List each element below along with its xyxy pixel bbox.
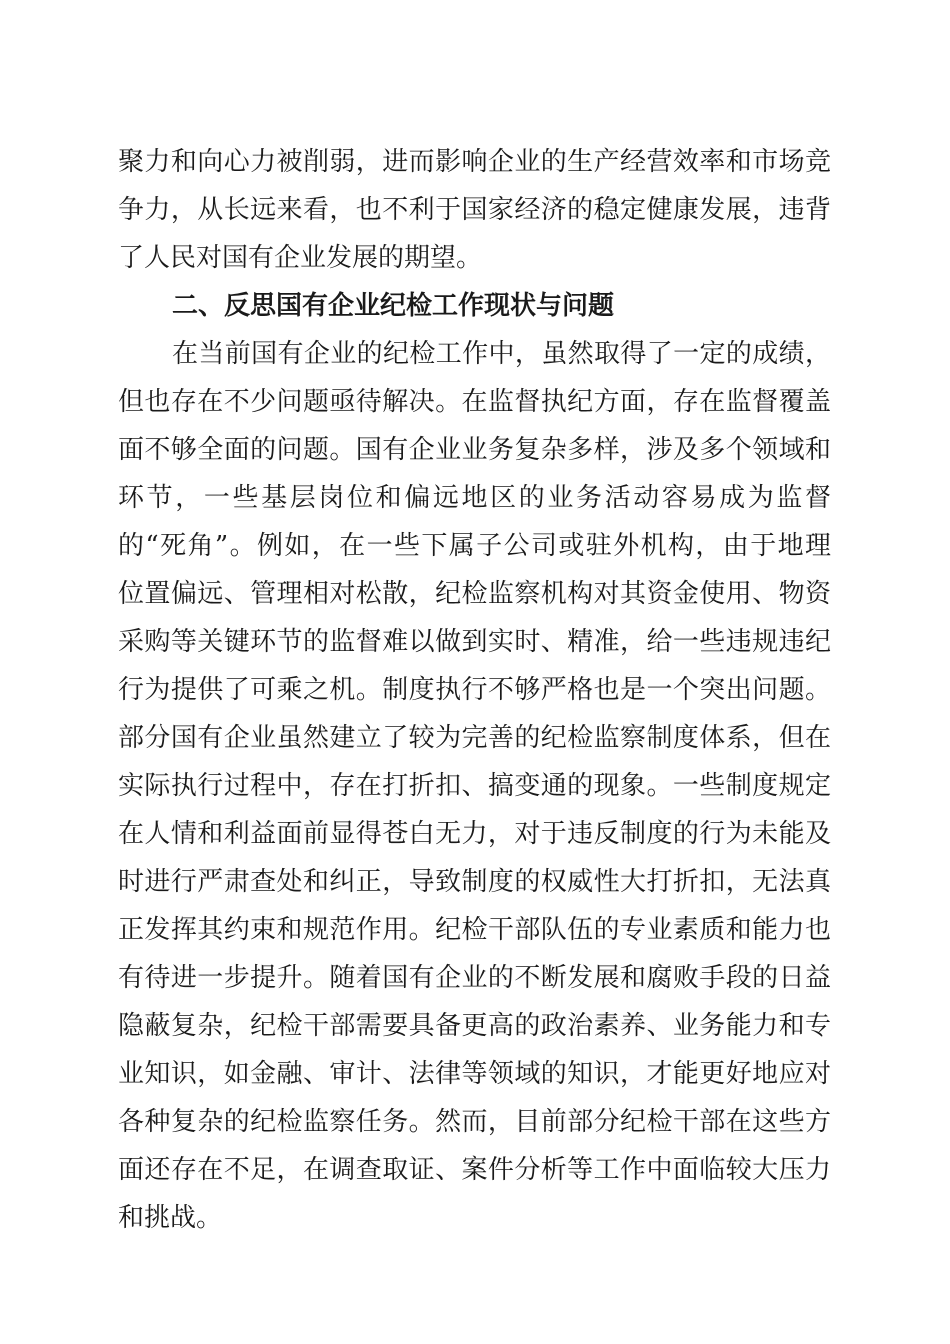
document-page xyxy=(118,142,831,1246)
paragraph-line-1: 聚力和向心力被削弱，进而影响企业的生产经营效率和市场竞 xyxy=(118,147,831,177)
paragraph-line-14: 实际执行过程中，存在打折扣、搞变通的现象。一些制度规定 xyxy=(118,771,831,801)
paragraph-line-3: 了人民对国有企业发展的期望。 xyxy=(118,243,483,273)
paragraph-line-7: 面不够全面的问题。国有企业业务复杂多样，涉及多个领域和 xyxy=(118,435,831,465)
paragraph-line-11: 采购等关键环节的监督难以做到实时、精准，给一些违规违纪 xyxy=(118,627,831,657)
paragraph-line-6: 但也存在不少问题亟待解决。在监督执纪方面，存在监督覆盖 xyxy=(118,387,831,417)
paragraph-line-17: 正发挥其约束和规范作用。纪检干部队伍的专业素质和能力也 xyxy=(118,915,831,945)
paragraph-line-12: 行为提供了可乘之机。制度执行不够严格也是一个突出问题。 xyxy=(118,675,831,705)
paragraph-line-15: 在人情和利益面前显得苍白无力，对于违反制度的行为未能及 xyxy=(118,819,831,849)
paragraph-line-2: 争力，从长远来看，也不利于国家经济的稳定健康发展，违背 xyxy=(118,195,831,225)
paragraph-line-5: 在当前国有企业的纪检工作中，虽然取得了一定的成绩， xyxy=(172,339,831,369)
paragraph-line-18: 有待进一步提升。随着国有企业的不断发展和腐败手段的日益 xyxy=(118,963,831,993)
paragraph-line-22: 面还存在不足，在调查取证、案件分析等工作中面临较大压力 xyxy=(118,1155,831,1185)
paragraph-line-9: 的“死角”。例如，在一些下属子公司或驻外机构，由于地理 xyxy=(118,531,831,561)
paragraph-line-8: 环节，一些基层岗位和偏远地区的业务活动容易成为监督 xyxy=(118,483,831,513)
paragraph-line-16: 时进行严肃查处和纠正，导致制度的权威性大打折扣，无法真 xyxy=(118,867,831,897)
paragraph-line-10: 位置偏远、管理相对松散，纪检监察机构对其资金使用、物资 xyxy=(118,579,831,609)
section-heading: 二、反思国有企业纪检工作现状与问题 xyxy=(172,291,615,321)
paragraph-line-13: 部分国有企业虽然建立了较为完善的纪检监察制度体系，但在 xyxy=(118,723,831,753)
paragraph-line-21: 各种复杂的纪检监察任务。然而，目前部分纪检干部在这些方 xyxy=(118,1107,831,1137)
paragraph-line-20: 业知识，如金融、审计、法律等领域的知识，才能更好地应对 xyxy=(118,1059,831,1089)
paragraph-line-23: 和挑战。 xyxy=(118,1203,223,1233)
paragraph-line-19: 隐蔽复杂，纪检干部需要具备更高的政治素养、业务能力和专 xyxy=(118,1011,831,1041)
